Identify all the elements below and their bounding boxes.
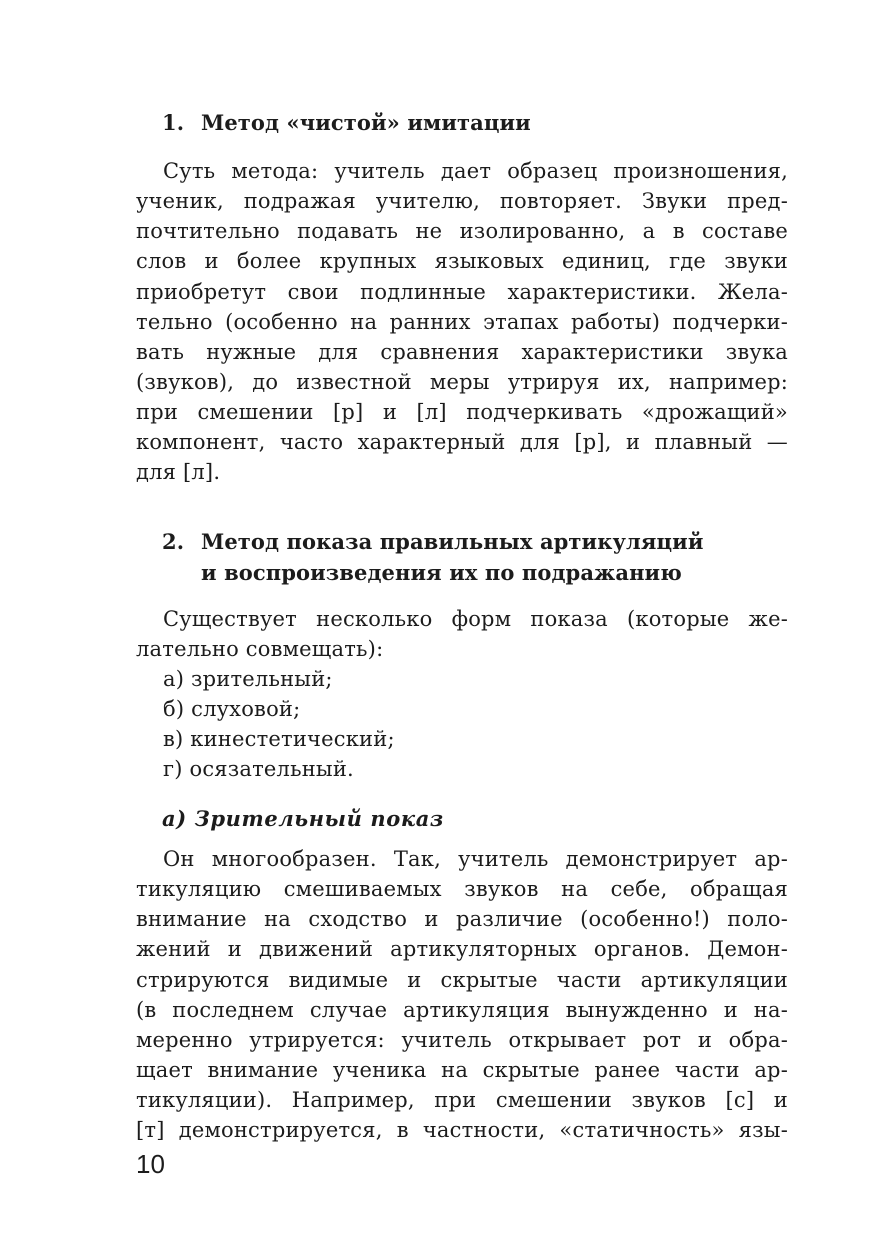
section-1-title: Метод «чистой» имитации bbox=[201, 110, 531, 135]
list-item: а) зрительный; bbox=[163, 667, 333, 691]
paragraph-line: слов и более крупных языковых единиц, где звуки bbox=[136, 249, 788, 273]
paragraph-line: Существует несколько форм показа (которые же- bbox=[163, 607, 788, 631]
paragraph-line: тикуляции). Например, при смешении звуков [с] и bbox=[136, 1088, 788, 1112]
paragraph-line: при смешении [р] и [л] подчеркивать «дрожащий» bbox=[136, 400, 788, 424]
paragraph-line: меренно утрируется: учитель открывает рот и обра- bbox=[136, 1028, 788, 1052]
paragraph-line: [т] демонстрируется, в частности, «статичность» язы- bbox=[136, 1118, 788, 1142]
paragraph-line: Он многообразен. Так, учитель демонстрирует ар- bbox=[163, 847, 788, 871]
list-item: в) кинестетический; bbox=[163, 727, 395, 751]
paragraph-line: для [л]. bbox=[136, 460, 221, 484]
paragraph-line: лательно совмещать): bbox=[136, 637, 384, 661]
paragraph-line: вать нужные для сравнения характеристики звука bbox=[136, 340, 788, 364]
subsection-heading: а) Зрительный показ bbox=[162, 806, 444, 831]
section-2-title-line-2: и воспроизведения их по подражанию bbox=[201, 560, 682, 585]
book-page bbox=[136, 0, 788, 1241]
page-number: 10 bbox=[136, 1149, 165, 1179]
paragraph-line: Суть метода: учитель дает образец произношения, bbox=[163, 159, 788, 183]
paragraph-line: щает внимание ученика на скрытые ранее части ар- bbox=[136, 1058, 788, 1082]
paragraph-line: внимание на сходство и различие (особенно!) поло- bbox=[136, 907, 788, 931]
paragraph-line: жений и движений артикуляторных органов. Демон- bbox=[136, 937, 788, 961]
paragraph-line: приобретут свои подлинные характеристики. Жела- bbox=[136, 280, 788, 304]
section-2-number: 2. bbox=[162, 529, 185, 554]
paragraph-line: ученик, подражая учителю, повторяет. Звуки пред- bbox=[136, 189, 788, 213]
paragraph-line: тикуляцию смешиваемых звуков на себе, обращая bbox=[136, 877, 788, 901]
section-1-heading bbox=[162, 107, 531, 138]
section-2-title-line-1: Метод показа правильных артикуляций bbox=[201, 529, 704, 554]
paragraph-line: стрируются видимые и скрытые части артикуляции bbox=[136, 968, 788, 992]
section-2-heading bbox=[162, 526, 704, 588]
paragraph-line: (звуков), до известной меры утрируя их, например: bbox=[136, 370, 788, 394]
paragraph-line: тельно (особенно на ранних этапах работы) подчерки- bbox=[136, 310, 788, 334]
list-item: г) осязательный. bbox=[163, 757, 354, 781]
paragraph-line: (в последнем случае артикуляция вынужденно и на- bbox=[136, 998, 788, 1022]
paragraph-line: компонент, часто характерный для [р], и плавный — bbox=[136, 430, 788, 454]
list-item: б) слуховой; bbox=[163, 697, 301, 721]
section-1-number: 1. bbox=[162, 110, 185, 135]
paragraph-line: почтительно подавать не изолированно, а в составе bbox=[136, 219, 788, 243]
